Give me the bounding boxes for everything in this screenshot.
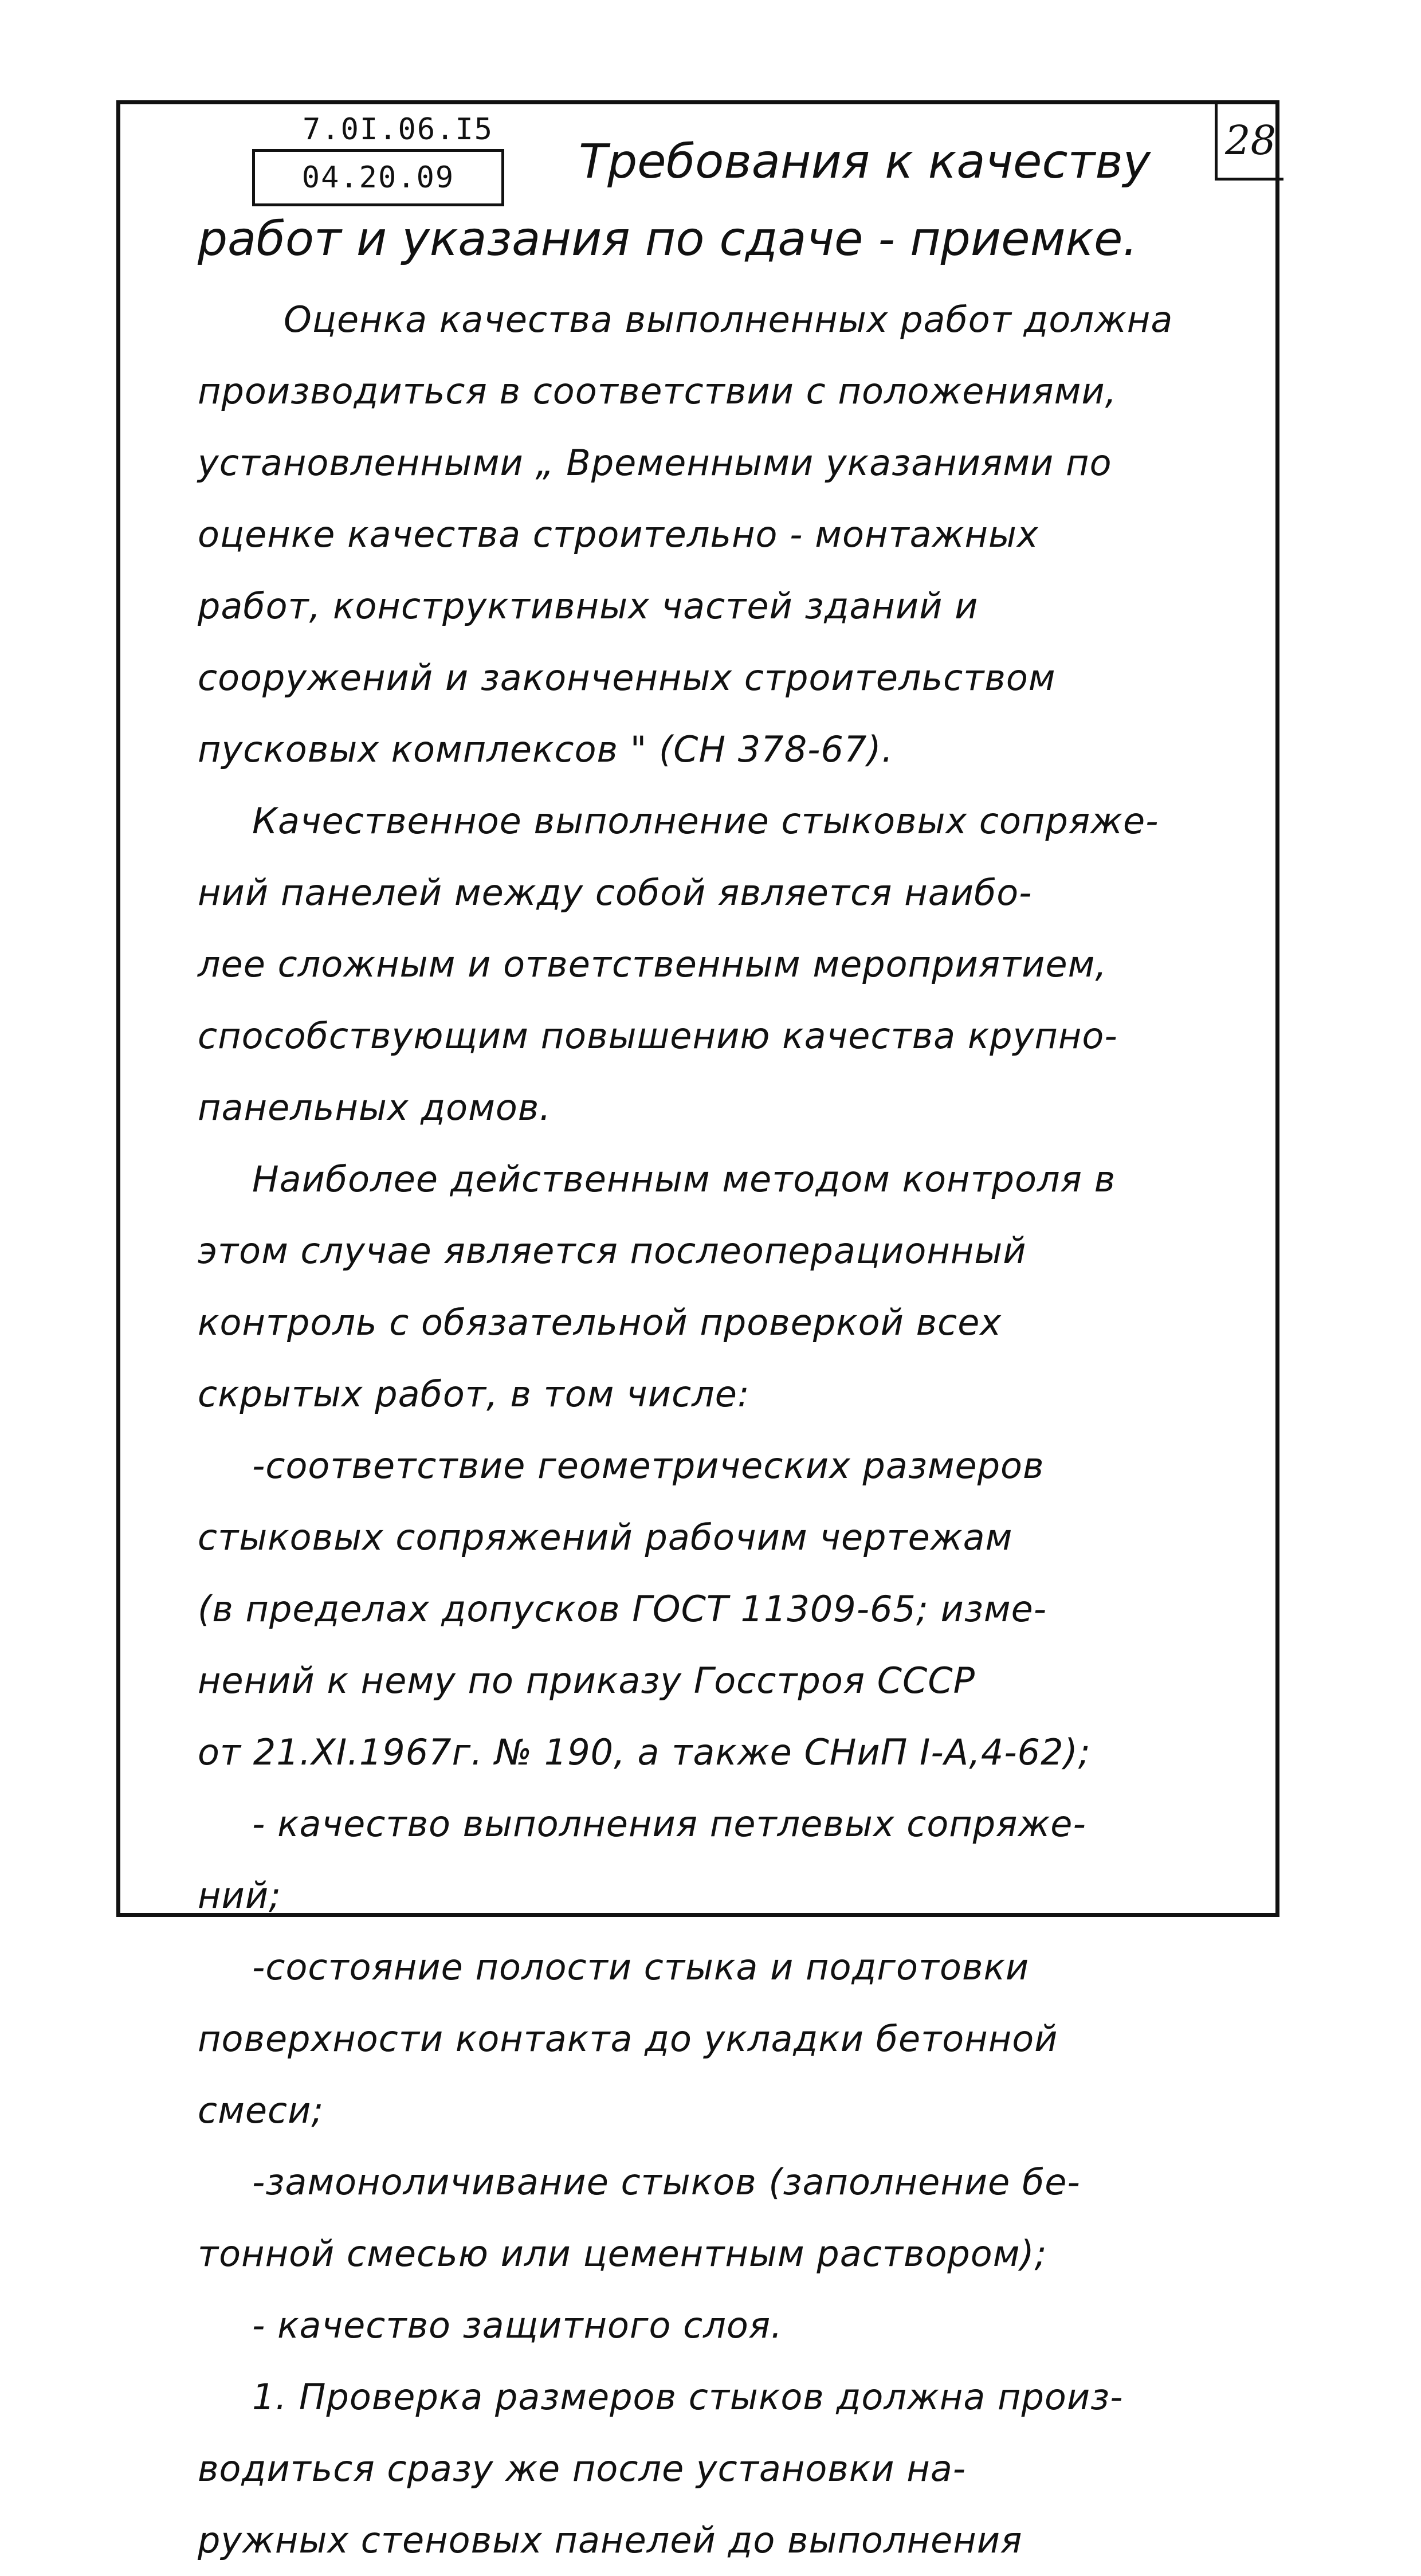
text-line: водиться сразу же после установки на- xyxy=(198,2448,967,2489)
text-line: сооружений и законченных строительством xyxy=(198,657,1056,699)
text-line: -замоноличивание стыков (заполнение бе- xyxy=(252,2161,1081,2203)
body-text xyxy=(198,284,1269,2576)
text-line: ний панелей между собой является наибо- xyxy=(198,872,1033,913)
text-line: контроль с обязательной проверкой всех xyxy=(198,1301,1002,1343)
text-line: смеси; xyxy=(198,2089,324,2131)
text-line: оценке качества строительно - монтажных xyxy=(198,513,1039,555)
text-line: установленными „ Временными указаниями по xyxy=(198,442,1112,484)
text-line: этом случае является послеоперационный xyxy=(198,1230,1027,1272)
text-line: работ, конструктивных частей зданий и xyxy=(198,585,979,627)
text-line: поверхности контакта до укладки бетонной xyxy=(198,2018,1058,2060)
text-line: лее сложным и ответственным мероприятием, xyxy=(198,943,1108,985)
text-line: скрытых работ, в том числе: xyxy=(198,1373,750,1415)
text-line: производиться в соответствии с положениями, xyxy=(198,370,1117,412)
document-code-box: 04.20.09 xyxy=(252,149,504,206)
text-line: стыковых сопряжений рабочим чертежам xyxy=(198,1516,1013,1558)
section-title-line-2: работ и указания по сдаче - приемке. xyxy=(198,212,1138,266)
section-title-line-1: Требования к качеству xyxy=(579,135,1151,189)
text-line: 1. Проверка размеров стыков должна произ- xyxy=(252,2376,1124,2418)
text-line: Оценка качества выполненных работ должна xyxy=(284,299,1173,340)
text-line: Качественное выполнение стыковых сопряже- xyxy=(252,800,1159,842)
text-line: от 21.XI.1967г. № 190, а также СНиП I-А,4-62); xyxy=(198,1731,1091,1773)
text-line: тонной смесью или цементным раствором); xyxy=(198,2233,1047,2275)
page-number: 28 xyxy=(1215,103,1283,181)
text-line: (в пределах допусков ГОСТ 11309-65; изме- xyxy=(198,1588,1047,1630)
text-line: способствующим повышению качества крупно- xyxy=(198,1015,1118,1057)
text-line: - качество защитного слоя. xyxy=(252,2304,783,2346)
text-line: ний; xyxy=(198,1875,282,1916)
text-line: ружных стеновых панелей до выполнения xyxy=(198,2519,1023,2561)
text-line: панельных домов. xyxy=(198,1087,552,1128)
text-line: нений к нему по приказу Госстроя СССР xyxy=(198,1660,976,1701)
text-line: пусковых комплексов " (СН 378-67). xyxy=(198,728,894,770)
text-line: -соответствие геометрических размеров xyxy=(252,1445,1045,1487)
text-line: - качество выполнения петлевых сопряже- xyxy=(252,1803,1086,1845)
text-line: Наиболее действенным методом контроля в xyxy=(252,1158,1116,1200)
text-line: -состояние полости стыка и подготовки xyxy=(252,1946,1030,1988)
document-code-top: 7.0I.06.I5 xyxy=(303,112,494,147)
